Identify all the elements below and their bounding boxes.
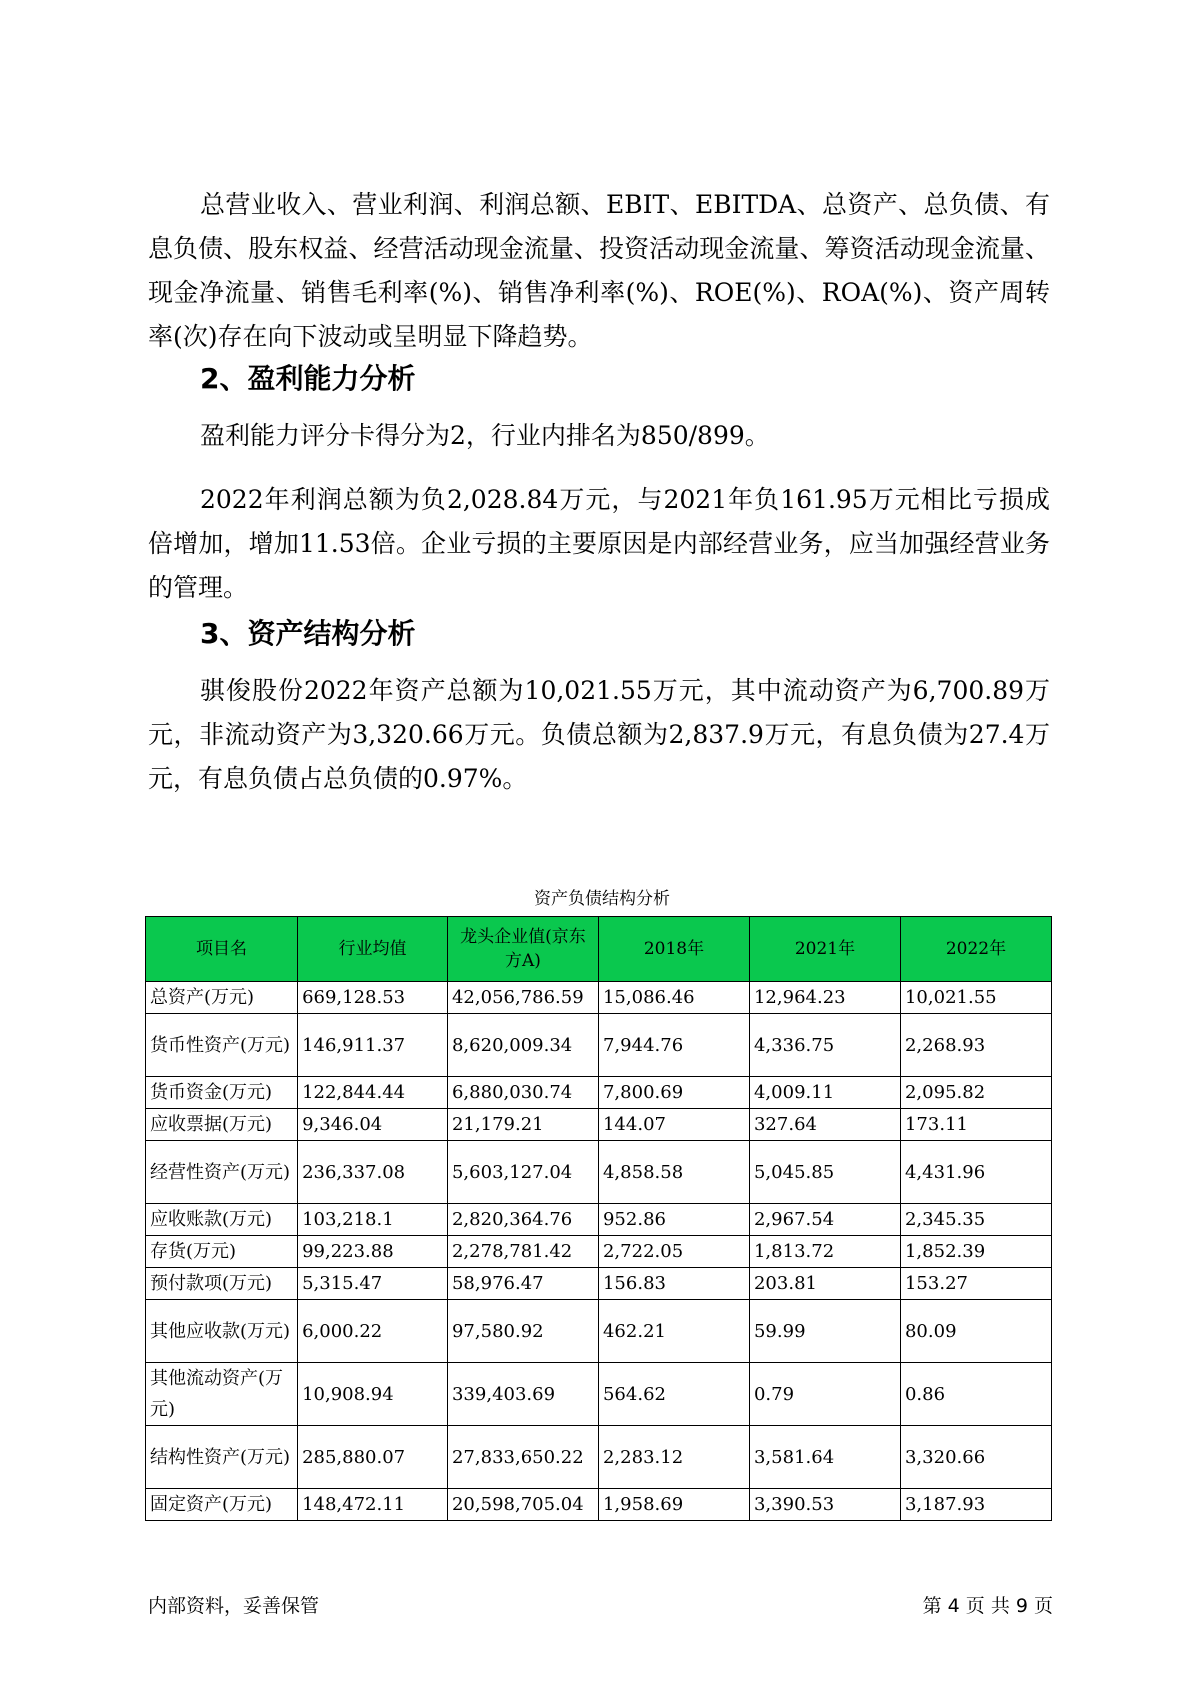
value-cell: 327.64 <box>749 1109 900 1141</box>
value-cell: 2,095.82 <box>900 1077 1051 1109</box>
value-cell: 1,852.39 <box>900 1236 1051 1268</box>
table-caption: 资产负债结构分析 <box>534 889 670 909</box>
value-cell: 156.83 <box>598 1268 749 1300</box>
table-row <box>146 1141 1052 1204</box>
table-row <box>146 1204 1052 1236</box>
value-cell: 97,580.92 <box>447 1300 598 1363</box>
value-cell: 59.99 <box>749 1300 900 1363</box>
value-cell: 2,283.12 <box>598 1426 749 1489</box>
value-cell: 7,944.76 <box>598 1014 749 1077</box>
value-cell: 153.27 <box>900 1268 1051 1300</box>
value-cell: 2,268.93 <box>900 1014 1051 1077</box>
row-label-cell: 经营性资产(万元) <box>146 1141 298 1204</box>
row-label-cell: 其他流动资产(万元) <box>146 1363 298 1426</box>
value-cell: 2,345.35 <box>900 1204 1051 1236</box>
row-label-cell: 其他应收款(万元) <box>146 1300 298 1363</box>
value-cell: 4,858.58 <box>598 1141 749 1204</box>
value-cell: 564.62 <box>598 1363 749 1426</box>
section2-paragraph-1: 盈利能力评分卡得分为2，行业内排名为850/899。 <box>200 421 770 450</box>
section2-heading: 2、盈利能力分析 <box>200 362 416 395</box>
value-cell: 80.09 <box>900 1300 1051 1363</box>
value-cell: 148,472.11 <box>298 1489 448 1521</box>
row-label-cell: 固定资产(万元) <box>146 1489 298 1521</box>
value-cell: 27,833,650.22 <box>447 1426 598 1489</box>
value-cell: 99,223.88 <box>298 1236 448 1268</box>
value-cell: 10,021.55 <box>900 982 1051 1014</box>
value-cell: 4,431.96 <box>900 1141 1051 1204</box>
header-leader-value: 龙头企业值(京东方A) <box>447 917 598 982</box>
value-cell: 0.79 <box>749 1363 900 1426</box>
header-2022: 2022年 <box>900 917 1051 982</box>
value-cell: 21,179.21 <box>447 1109 598 1141</box>
table-row <box>146 1077 1052 1109</box>
value-cell: 10,908.94 <box>298 1363 448 1426</box>
value-cell: 9,346.04 <box>298 1109 448 1141</box>
section3-heading: 3、资产结构分析 <box>200 617 416 650</box>
value-cell: 5,315.47 <box>298 1268 448 1300</box>
section2-paragraph-2: 2022年利润总额为负2,028.84万元，与2021年负161.95万元相比亏损成倍增加，增加11.53倍。企业亏损的主要原因是内部经营业务，应当加强经营业务的管理。 <box>148 485 1050 602</box>
value-cell: 0.86 <box>900 1363 1051 1426</box>
value-cell: 3,320.66 <box>900 1426 1051 1489</box>
value-cell: 144.07 <box>598 1109 749 1141</box>
value-cell: 5,603,127.04 <box>447 1141 598 1204</box>
balance-sheet-table <box>145 916 1052 1521</box>
footer-page-number: 第 4 页 共 9 页 <box>922 1595 1053 1617</box>
value-cell: 4,009.11 <box>749 1077 900 1109</box>
value-cell: 7,800.69 <box>598 1077 749 1109</box>
table-row <box>146 1268 1052 1300</box>
row-label-cell: 预付款项(万元) <box>146 1268 298 1300</box>
table-row <box>146 1363 1052 1426</box>
value-cell: 285,880.07 <box>298 1426 448 1489</box>
intro-paragraph: 总营业收入、营业利润、利润总额、EBIT、EBITDA、总资产、总负债、有息负债、股东权益、经营活动现金流量、投资活动现金流量、筹资活动现金流量、现金净流量、销售毛利率(%)、销售净利率(%)、ROE(%)、ROA(%)、资产周转率(次)存在向下波动或呈明显下降趋势。 <box>148 190 1050 351</box>
value-cell: 42,056,786.59 <box>447 982 598 1014</box>
table-row <box>146 1109 1052 1141</box>
value-cell: 5,045.85 <box>749 1141 900 1204</box>
value-cell: 2,820,364.76 <box>447 1204 598 1236</box>
row-label-cell: 应收账款(万元) <box>146 1204 298 1236</box>
value-cell: 952.86 <box>598 1204 749 1236</box>
table-row <box>146 1236 1052 1268</box>
table-header-row <box>146 917 1052 982</box>
value-cell: 103,218.1 <box>298 1204 448 1236</box>
value-cell: 3,187.93 <box>900 1489 1051 1521</box>
value-cell: 6,880,030.74 <box>447 1077 598 1109</box>
table-row <box>146 1426 1052 1489</box>
value-cell: 1,958.69 <box>598 1489 749 1521</box>
header-item-name: 项目名 <box>146 917 298 982</box>
value-cell: 58,976.47 <box>447 1268 598 1300</box>
value-cell: 8,620,009.34 <box>447 1014 598 1077</box>
value-cell: 146,911.37 <box>298 1014 448 1077</box>
value-cell: 462.21 <box>598 1300 749 1363</box>
value-cell: 122,844.44 <box>298 1077 448 1109</box>
value-cell: 2,722.05 <box>598 1236 749 1268</box>
row-label-cell: 结构性资产(万元) <box>146 1426 298 1489</box>
row-label-cell: 应收票据(万元) <box>146 1109 298 1141</box>
row-label-cell: 货币性资产(万元) <box>146 1014 298 1077</box>
table-body <box>146 982 1052 1521</box>
value-cell: 669,128.53 <box>298 982 448 1014</box>
row-label-cell: 货币资金(万元) <box>146 1077 298 1109</box>
table-row <box>146 1489 1052 1521</box>
header-2018: 2018年 <box>598 917 749 982</box>
value-cell: 4,336.75 <box>749 1014 900 1077</box>
table-row <box>146 982 1052 1014</box>
table-row <box>146 1300 1052 1363</box>
header-2021: 2021年 <box>749 917 900 982</box>
value-cell: 2,278,781.42 <box>447 1236 598 1268</box>
value-cell: 2,967.54 <box>749 1204 900 1236</box>
value-cell: 15,086.46 <box>598 982 749 1014</box>
value-cell: 236,337.08 <box>298 1141 448 1204</box>
header-industry-average: 行业均值 <box>298 917 448 982</box>
value-cell: 339,403.69 <box>447 1363 598 1426</box>
table-row <box>146 1014 1052 1077</box>
section3-paragraph-1: 骐俊股份2022年资产总额为10,021.55万元，其中流动资产为6,700.89万元，非流动资产为3,320.66万元。负债总额为2,837.9万元，有息负债为27.4万元，有息负债占总负债的0.97%。 <box>148 676 1050 793</box>
value-cell: 6,000.22 <box>298 1300 448 1363</box>
value-cell: 3,581.64 <box>749 1426 900 1489</box>
row-label-cell: 存货(万元) <box>146 1236 298 1268</box>
value-cell: 173.11 <box>900 1109 1051 1141</box>
value-cell: 12,964.23 <box>749 982 900 1014</box>
value-cell: 3,390.53 <box>749 1489 900 1521</box>
value-cell: 203.81 <box>749 1268 900 1300</box>
value-cell: 1,813.72 <box>749 1236 900 1268</box>
footer-confidential-note: 内部资料，妥善保管 <box>148 1595 320 1617</box>
value-cell: 20,598,705.04 <box>447 1489 598 1521</box>
row-label-cell: 总资产(万元) <box>146 982 298 1014</box>
